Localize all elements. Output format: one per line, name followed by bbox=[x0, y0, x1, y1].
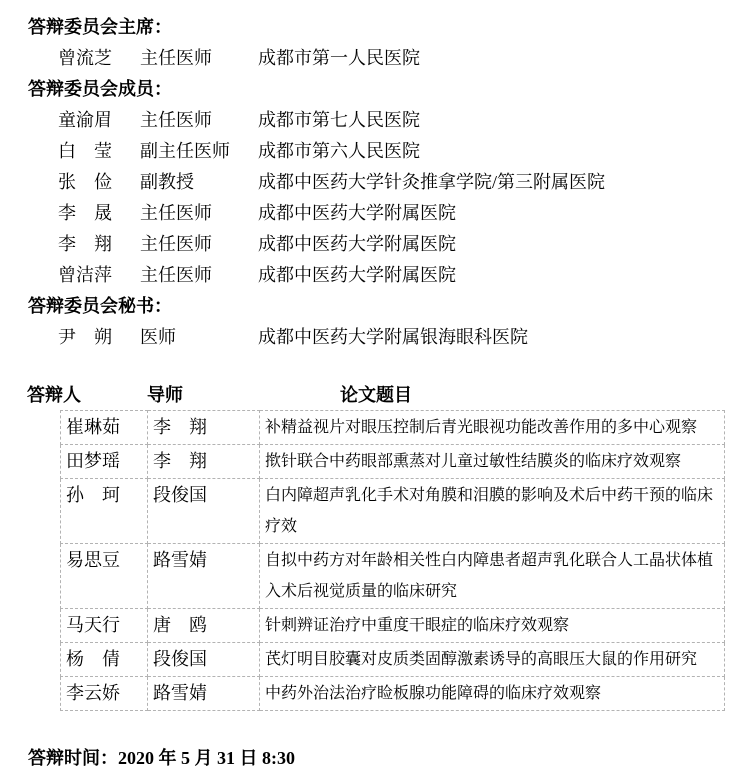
member-title: 副主任医师 bbox=[140, 141, 230, 161]
committee-row bbox=[0, 167, 730, 198]
thesis-title: 补精益视片对眼压控制后青光眼视功能改善作用的多中心观察 bbox=[260, 411, 725, 445]
member-title: 主任医师 bbox=[140, 48, 212, 68]
member-name: 张 俭 bbox=[58, 172, 112, 192]
member-org: 成都中医药大学针灸推拿学院/第三附属医院 bbox=[258, 172, 605, 192]
member-title: 主任医师 bbox=[140, 110, 212, 130]
thesis-title: 针刺辨证治疗中重度干眼症的临床疗效观察 bbox=[260, 609, 725, 643]
header-thesis: 论文题目 bbox=[340, 385, 412, 405]
member-org: 成都市第七人民医院 bbox=[258, 110, 420, 130]
committee-row bbox=[0, 260, 730, 291]
committee-row bbox=[0, 136, 730, 167]
thesis-title: 自拟中药方对年龄相关性白内障患者超声乳化联合人工晶状体植入术后视觉质量的临床研究 bbox=[260, 544, 725, 609]
advisor-name: 路雪婧 bbox=[148, 544, 260, 609]
table-row bbox=[61, 479, 725, 544]
member-name: 李 翔 bbox=[58, 234, 112, 254]
chair-heading: 答辩委员会主席： bbox=[28, 17, 172, 37]
member-org: 成都中医药大学附属银海眼科医院 bbox=[258, 327, 528, 347]
member-name: 白 莹 bbox=[58, 141, 112, 161]
committee-row-secretary bbox=[0, 322, 730, 353]
candidate-name: 崔琳茹 bbox=[61, 411, 148, 445]
member-title: 医师 bbox=[140, 327, 176, 347]
member-org: 成都市第六人民医院 bbox=[258, 141, 420, 161]
member-title: 副教授 bbox=[140, 172, 194, 192]
advisor-name: 李 翔 bbox=[148, 411, 260, 445]
defense-table bbox=[60, 410, 725, 711]
secretary-heading: 答辩委员会秘书： bbox=[28, 296, 172, 316]
table-row bbox=[61, 609, 725, 643]
table-row bbox=[61, 643, 725, 677]
member-name: 尹 朔 bbox=[58, 327, 112, 347]
table-row bbox=[61, 445, 725, 479]
member-org: 成都中医药大学附属医院 bbox=[258, 234, 456, 254]
member-name: 李 晟 bbox=[58, 203, 112, 223]
member-name: 童渝眉 bbox=[58, 110, 112, 130]
candidate-name: 孙 珂 bbox=[61, 479, 148, 544]
table-row bbox=[61, 544, 725, 609]
candidate-name: 易思豆 bbox=[61, 544, 148, 609]
candidate-name: 马天行 bbox=[61, 609, 148, 643]
header-advisor: 导师 bbox=[147, 385, 183, 405]
member-name: 曾流芝 bbox=[58, 48, 112, 68]
member-title: 主任医师 bbox=[140, 265, 212, 285]
defense-time: 答辩时间：2020 年 5 月 31 日 8:30 bbox=[28, 748, 295, 766]
defense-table-header bbox=[0, 383, 730, 408]
committee-row bbox=[0, 105, 730, 136]
committee-row bbox=[0, 198, 730, 229]
member-org: 成都市第一人民医院 bbox=[258, 48, 420, 68]
member-org: 成都中医药大学附属医院 bbox=[258, 203, 456, 223]
member-org: 成都中医药大学附属医院 bbox=[258, 265, 456, 285]
thesis-title: 揿针联合中药眼部熏蒸对儿童过敏性结膜炎的临床疗效观察 bbox=[260, 445, 725, 479]
advisor-name: 段俊国 bbox=[148, 479, 260, 544]
advisor-name: 路雪婧 bbox=[148, 677, 260, 711]
candidate-name: 李云娇 bbox=[61, 677, 148, 711]
table-row bbox=[61, 411, 725, 445]
advisor-name: 唐 鸥 bbox=[148, 609, 260, 643]
thesis-title: 白内障超声乳化手术对角膜和泪膜的影响及术后中药干预的临床疗效 bbox=[260, 479, 725, 544]
thesis-title: 芪灯明目胶囊对皮质类固醇激素诱导的高眼压大鼠的作用研究 bbox=[260, 643, 725, 677]
candidate-name: 杨 倩 bbox=[61, 643, 148, 677]
committee-row-chair bbox=[0, 43, 730, 74]
member-name: 曾洁萍 bbox=[58, 265, 112, 285]
advisor-name: 李 翔 bbox=[148, 445, 260, 479]
header-candidate: 答辩人 bbox=[27, 385, 81, 405]
table-row bbox=[61, 677, 725, 711]
candidate-name: 田梦瑶 bbox=[61, 445, 148, 479]
committee-row bbox=[0, 229, 730, 260]
members-heading: 答辩委员会成员： bbox=[28, 79, 172, 99]
member-title: 主任医师 bbox=[140, 203, 212, 223]
advisor-name: 段俊国 bbox=[148, 643, 260, 677]
member-title: 主任医师 bbox=[140, 234, 212, 254]
thesis-title: 中药外治法治疗睑板腺功能障碍的临床疗效观察 bbox=[260, 677, 725, 711]
